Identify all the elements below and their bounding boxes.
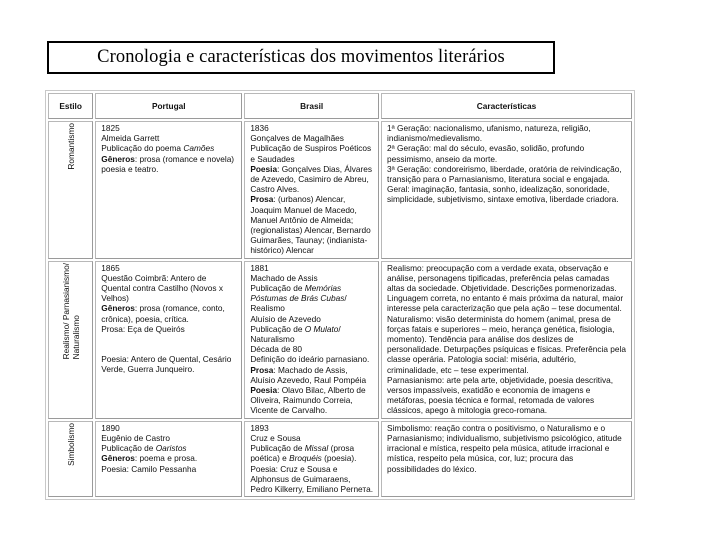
work-title: Memórias Póstumas de Brás Cubas [250, 283, 345, 304]
publication [250, 324, 374, 344]
slide-title: Cronologia e características dos movimentos literários [97, 47, 505, 67]
header-brasil: Brasil [244, 93, 379, 119]
year: 1893 [250, 422, 269, 433]
year: 1890 [101, 422, 120, 433]
publication-prefix: Publicação de [250, 323, 305, 334]
caracteristicas-cell [381, 261, 632, 419]
estilo-label: Romantismo [66, 123, 77, 170]
table-row-romantismo [48, 121, 632, 259]
poesia [250, 164, 374, 195]
table-row-realismo [48, 261, 632, 419]
poesia: Poesia: Antero de Quental, Cesário Verde, Guerra Junqueiro. [101, 354, 232, 375]
publication [250, 443, 374, 463]
poesia [250, 385, 374, 416]
publication-prefix: Publicação de [101, 443, 156, 454]
header-estilo: Estilo [48, 93, 93, 119]
prosa-label: Prosa [250, 194, 274, 205]
caracteristica-item: Realismo: preocupação com a verdade exata, observação e análise, personagens tipificadas, preferência pelas camadas altas da sociedade. Objetividade. Descrições pormenorizadas. Linguagem correta, no entanto é mais próxima da natural, maior interesse pela caracterização que pela ação – tese documental. [387, 262, 624, 314]
caracteristica-item: Simbolismo: reação contra o positivismo, o Naturalismo e o Parnasianismo; individualismo, subjetivismo psicológico, atitude irracional e mística, respeito pela música, atitude irracional e mística, respeito pela música, cor, luz; procura das possibilidades do léxico. [387, 422, 622, 474]
estilo-label [61, 263, 81, 359]
brasil-cell [244, 261, 379, 419]
generos-label: Gêneros [101, 453, 135, 464]
table-row-simbolismo [48, 421, 632, 497]
extra: poesia e teatro. [101, 163, 159, 174]
brasil-cell [244, 421, 379, 497]
year: 1865 [101, 262, 120, 273]
author: Machado de Assis [250, 272, 318, 283]
work-title: Missal [304, 443, 329, 454]
estilo-label-line2: Naturalismo [71, 314, 82, 360]
author: Almeida Garrett [101, 133, 160, 144]
publication-suffix: / Realismo [250, 293, 347, 314]
poesia: Poesia: Camilo Pessanha [101, 463, 197, 474]
author: Eugênio de Castro [101, 432, 170, 443]
generos-text: : prosa (romance e novela) [134, 153, 235, 164]
work-title: O Mulato [304, 323, 339, 334]
publication-prefix: Publicação do poema [101, 143, 184, 154]
year: 1825 [101, 123, 120, 133]
estilo-cell [48, 121, 93, 259]
poesia-label: Poesia [250, 385, 278, 396]
publication: Publicação de Suspiros Poéticos e Saudades [250, 143, 372, 164]
brasil-cell [244, 121, 379, 259]
caracteristica-item: Naturalismo: visão determinista do homem (animal, presa de forças fatais e superiores – meio, herança genética, fisiologia, momento). Tendência para análise dos deslizes de personalidade. Deturpações psíquicas e físicas. Preferência pela classe operária. Patologia social: miséria, adultério, criminalidade, etc – tese experimental. [387, 313, 626, 375]
generos-text: : poema e prosa. [134, 453, 198, 464]
publication [101, 443, 237, 453]
estilo-cell [48, 261, 93, 419]
author: Aluísio de Azevedo [250, 313, 321, 324]
poesia-text: : Gonçalves Dias, Álvares de Azevedo, Casimiro de Abreu, Castro Alves. [250, 163, 373, 195]
publication-prefix: Publicação de [250, 443, 305, 454]
work-title: Oaristos [155, 443, 187, 454]
table-header-row [48, 93, 632, 119]
header-caracteristicas: Características [381, 93, 632, 119]
prosa-label: Prosa [250, 364, 274, 375]
generos-text: : prosa (romance, conto, crônica), poesia, crítica. [101, 303, 225, 324]
spacer [101, 334, 237, 354]
generos [101, 303, 237, 323]
header-portugal: Portugal [95, 93, 242, 119]
chronology-table [45, 90, 635, 500]
caracteristica-item: 2ª Geração: mal do século, evasão, solidão, profundo pessimismo, anseio da morte. [387, 143, 585, 164]
prosa [250, 194, 374, 255]
event: Questão Coimbrã: Antero de Quental contra Castilho (Novos x Velhos) [101, 272, 223, 304]
portugal-cell [95, 261, 242, 419]
prosa-text: : Machado de Assis, Aluísio Azevedo, Raul Pompéia [250, 364, 367, 385]
slide-title-box [47, 41, 555, 74]
generos-label: Gêneros [101, 153, 135, 164]
caracteristica-item: 1ª Geração: nacionalismo, ufanismo, natureza, religião, indianismo/medievalismo. [387, 123, 591, 144]
poesia-text: : Olavo Bilac, Alberto de Oliveira, Raimundo Correia, Vicente de Carvalho. [250, 385, 366, 416]
decade: Década de 80 [250, 344, 302, 355]
prosa-text: : (urbanos) Alencar, Joaquim Manuel de Macedo, Manuel Antônio de Almeida; (regionalistas) Alencar, Bernardo Guimarães, Taunay; (indianista-histórico) Alencar [250, 194, 371, 256]
publication-suffix: (poesia). [321, 453, 357, 464]
publication [101, 143, 237, 153]
caracteristicas-cell [381, 121, 632, 259]
definition: Definição do ideário parnasiano. [250, 354, 370, 365]
year: 1836 [250, 123, 269, 133]
poesia-label: Poesia [250, 163, 278, 174]
estilo-label-line1: Realismo/ Parnasianismo/ [60, 262, 71, 360]
publication-suffix: / Naturalismo [250, 323, 341, 345]
estilo-cell [48, 421, 93, 497]
portugal-cell [95, 421, 242, 497]
poesia: Poesia: Cruz e Sousa e Alphonsus de Guimaraens, Pedro Kilkerry, Emiliano Pernета. [250, 463, 374, 494]
work-title: Broquéis [289, 453, 322, 464]
prosa [250, 365, 374, 385]
year: 1881 [250, 262, 269, 273]
caracteristica-item: Geral: imaginação, fantasia, sonho, idealização, sonoridade, simplicidade, subjetivismo, sintaxe emotiva, liberdade criadora. [387, 184, 619, 205]
work-title: Camões [183, 143, 215, 154]
caracteristicas-cell [381, 421, 632, 497]
author: Gonçalves de Magalhães [250, 133, 344, 144]
prosa: Prosa: Eça de Queirós [101, 323, 185, 334]
publication [250, 283, 374, 314]
caracteristica-item: 3ª Geração: condoreirismo, liberdade, oratória de reivindicação, transição para o Parnasianismo, literatura social e engajada. [387, 163, 622, 185]
caracteristica-item: Parnasianismo: arte pela arte, objetividade, poesia descritiva, versos impassíveis, exatidão e economia de imagens e metáforas, poesia técnica e formal, retomada de valores clássicos, apego à mitologia greco-romana. [387, 374, 614, 416]
generos-label: Gêneros [101, 303, 135, 314]
estilo-label: Simbolismo [66, 422, 77, 466]
generos [101, 453, 237, 463]
author: Cruz e Sousa [250, 432, 301, 443]
publication-mid: (prosa poética) e [250, 443, 355, 464]
portugal-cell [95, 121, 242, 259]
generos [101, 154, 237, 164]
publication-prefix: Publicação de [250, 283, 305, 294]
